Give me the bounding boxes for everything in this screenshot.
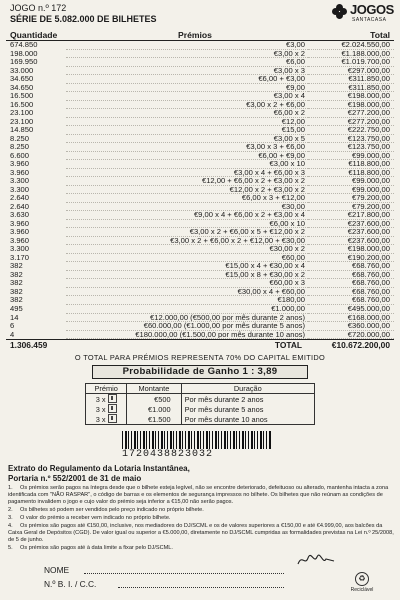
col-prizes: Prémios <box>178 30 212 40</box>
logo-name: JOGOS <box>350 2 394 17</box>
regulation-item <box>8 523 396 545</box>
table-row <box>6 288 394 297</box>
row-prize: €3,00 x 2 <box>66 50 308 59</box>
row-prize: €3,00 x 2 + €6,00 x 5 + €12,00 x 2 <box>66 228 308 237</box>
signature-mark <box>296 552 336 568</box>
row-total: €198.000,00 <box>308 245 394 254</box>
regulation-item <box>8 507 396 514</box>
annuity-table <box>85 383 315 425</box>
table-row <box>6 50 394 59</box>
annuity-premio-text: 3 x <box>95 395 106 405</box>
regulation-item-text: Os prémios são pagos até à data limite a fixar pelo DJ/SCML. <box>20 545 173 552</box>
regulation-item-number: 4. <box>8 522 13 529</box>
regulation-item-number: 2. <box>8 507 13 514</box>
row-quantity: 382 <box>10 295 23 305</box>
table-row <box>6 160 394 169</box>
row-total: €68.760,00 <box>308 296 394 305</box>
id-field[interactable] <box>44 579 96 589</box>
table-row <box>6 177 394 186</box>
annuity-montante: €1.500 <box>127 414 181 425</box>
row-total: €277.200,00 <box>308 118 394 127</box>
row-prize: €6,00 x 10 <box>66 220 308 229</box>
table-row <box>6 203 394 212</box>
row-total: €198.000,00 <box>308 101 394 110</box>
id-label: N.º B. I. / C.C. <box>44 579 97 589</box>
row-quantity: 34.650 <box>10 74 34 84</box>
annuity-premio <box>86 394 127 405</box>
row-prize: €3,00 x 2 + €6,00 <box>66 101 308 110</box>
annuity-col-premio: Prémio <box>86 384 127 394</box>
table-row <box>6 237 394 246</box>
prize-table-body <box>6 41 394 339</box>
annuity-col-duracao: Duração <box>181 384 314 394</box>
row-quantity: 34.650 <box>10 82 34 92</box>
row-quantity: 3.960 <box>10 218 30 228</box>
table-row <box>6 194 394 203</box>
row-prize: €180.000,00 (€1.500,00 por mês durante 10 anos) <box>66 331 308 340</box>
row-total: €237.600,00 <box>308 237 394 246</box>
id-input-line[interactable] <box>118 587 284 588</box>
prize-symbol-icon <box>108 414 117 423</box>
row-total: €360.000,00 <box>308 322 394 331</box>
row-total: €297.000,00 <box>308 67 394 76</box>
row-quantity: 674.850 <box>10 40 38 49</box>
row-prize: €6,00 + €3,00 <box>66 75 308 84</box>
row-prize: €30,00 <box>66 203 308 212</box>
row-prize: €3,00 x 10 <box>66 160 308 169</box>
row-total: €99.000,00 <box>308 177 394 186</box>
row-prize: €12,00 + €6,00 x 2 + €3,00 x 2 <box>66 177 308 186</box>
row-total: €237.600,00 <box>308 228 394 237</box>
row-total: €79.200,00 <box>308 203 394 212</box>
row-quantity: 4 <box>10 329 15 339</box>
recyclable-label: Reciclável <box>350 587 374 593</box>
row-total: €68.760,00 <box>308 271 394 280</box>
row-total: €99.000,00 <box>308 152 394 161</box>
row-total: €237.600,00 <box>308 220 394 229</box>
regulation-item-text: Os prémios são pagos até €150,00, inclusive, nos mediadores do DJ/SCML e os de valores superiores a €150,00 e até €4.999,00, aos balcões da Caixa Geral de Depósitos (CGD). De valor igual ou superior a €5.000,00, diretamente no DJ/SCML cumpridas as formalidades previstas na Lei n.º 25/2008, de 5 de junho. <box>8 522 394 544</box>
row-prize: €3,00 x 5 <box>66 135 308 144</box>
col-quantity: Quantidade <box>10 30 58 40</box>
prize-symbol-icon <box>108 404 117 413</box>
row-prize: €6,00 <box>66 58 308 67</box>
row-quantity: 382 <box>10 261 23 271</box>
row-prize: €3,00 x 3 <box>66 67 308 76</box>
row-quantity: 3.960 <box>10 159 30 169</box>
name-label: NOME <box>44 565 70 575</box>
probability-box: Probabilidade de Ganho 1 : 3,89 <box>92 365 308 379</box>
row-total: €168.000,00 <box>308 314 394 323</box>
row-quantity: 14.850 <box>10 125 34 135</box>
table-row <box>6 169 394 178</box>
row-quantity: 6 <box>10 321 15 331</box>
row-quantity: 23.100 <box>10 116 34 126</box>
row-total: €311.850,00 <box>308 84 394 93</box>
row-prize: €3,00 <box>66 41 308 50</box>
row-quantity: 33.000 <box>10 65 34 75</box>
row-quantity: 23.100 <box>10 108 34 118</box>
row-quantity: 382 <box>10 286 23 296</box>
row-prize: €15,00 <box>66 126 308 135</box>
regulation-item-number: 5. <box>8 545 13 552</box>
row-total: €495.000,00 <box>308 305 394 314</box>
annuity-premio <box>86 404 127 414</box>
table-row <box>6 75 394 84</box>
regulation-list <box>8 485 396 552</box>
row-quantity: 3.170 <box>10 252 30 262</box>
annuity-row <box>86 394 315 405</box>
annuity-duracao: Por mês durante 2 anos <box>181 394 314 405</box>
table-row <box>6 254 394 263</box>
total-value: €10.672.200,00 <box>331 340 390 351</box>
row-quantity: 16.500 <box>10 99 34 109</box>
row-prize: €3,00 x 3 + €6,00 <box>66 143 308 152</box>
row-quantity: 3.300 <box>10 184 30 194</box>
table-row <box>6 143 394 152</box>
regulation-item-number: 3. <box>8 515 13 522</box>
regulation-item-text: Os bilhetes só podem ser vendidos pelo preço indicado no próprio bilhete. <box>20 507 204 514</box>
row-total: €68.760,00 <box>308 262 394 271</box>
barcode-number: 1720438823032 <box>122 449 214 461</box>
table-row <box>6 41 394 50</box>
row-total: €1.188.000,00 <box>308 50 394 59</box>
annuity-duracao: Por mês durante 10 anos <box>181 414 314 425</box>
row-quantity: 382 <box>10 269 23 279</box>
row-total: €311.850,00 <box>308 75 394 84</box>
row-quantity: 3.960 <box>10 235 30 245</box>
regulation-title-line1: Extrato do Regulamento da Lotaria Instantânea, <box>8 464 190 474</box>
prize-table-header <box>6 30 394 41</box>
table-row <box>6 245 394 254</box>
row-total: €118.800,00 <box>308 160 394 169</box>
regulation-item <box>8 485 396 507</box>
table-row <box>6 211 394 220</box>
table-row <box>6 228 394 237</box>
table-row <box>6 279 394 288</box>
row-prize: €12.000,00 (€500,00 por mês durante 2 anos) <box>66 314 308 323</box>
name-input-line[interactable] <box>84 573 284 574</box>
row-prize: €60,00 <box>66 254 308 263</box>
table-row <box>6 126 394 135</box>
row-total: €99.000,00 <box>308 186 394 195</box>
row-quantity: 14 <box>10 312 19 322</box>
annuity-premio-text: 3 x <box>95 415 106 425</box>
table-row <box>6 262 394 271</box>
annuity-premio <box>86 414 127 425</box>
row-quantity: 3.300 <box>10 176 30 186</box>
row-prize: €12,00 x 2 + €3,00 x 2 <box>66 186 308 195</box>
row-prize: €6,00 + €9,00 <box>66 152 308 161</box>
annuity-premio-text: 3 x <box>95 405 106 415</box>
row-quantity: 382 <box>10 278 23 288</box>
annuity-duracao: Por mês durante 5 anos <box>181 404 314 414</box>
row-total: €118.800,00 <box>308 169 394 178</box>
row-total: €198.000,00 <box>308 92 394 101</box>
annuity-row <box>86 414 315 425</box>
row-quantity: 16.500 <box>10 91 34 101</box>
row-prize: €9,00 <box>66 84 308 93</box>
row-total: €68.760,00 <box>308 279 394 288</box>
ticket-header <box>4 0 396 30</box>
row-quantity: 2.640 <box>10 201 30 211</box>
row-quantity: 3.630 <box>10 210 30 220</box>
name-field[interactable] <box>44 565 69 575</box>
table-row <box>6 67 394 76</box>
row-prize: €1.000,00 <box>66 305 308 314</box>
row-total: €79.200,00 <box>308 194 394 203</box>
prize-share-note: O TOTAL PARA PRÉMIOS REPRESENTA 70% DO CAPITAL EMITIDO <box>74 353 326 363</box>
table-row <box>6 109 394 118</box>
game-number: JOGO n.º 172 <box>10 3 67 13</box>
jogos-santacasa-logo <box>332 2 394 28</box>
regulation-title-line2: Portaria n.º 552/2001 de 31 de maio <box>8 473 142 483</box>
row-total: €123.750,00 <box>308 143 394 152</box>
clover-icon <box>332 4 348 20</box>
annuity-row <box>86 404 315 414</box>
row-prize: €180,00 <box>66 296 308 305</box>
row-quantity: 3.300 <box>10 244 30 254</box>
annuity-montante: €1.000 <box>127 404 181 414</box>
table-row <box>6 220 394 229</box>
table-row <box>6 322 394 331</box>
annuity-table-header <box>86 384 315 394</box>
row-quantity: 3.960 <box>10 227 30 237</box>
row-prize: €6,00 x 3 + €12,00 <box>66 194 308 203</box>
table-row <box>6 305 394 314</box>
row-prize: €12,00 <box>66 118 308 127</box>
total-quantity: 1.306.459 <box>10 340 48 351</box>
row-prize: €30,00 x 4 + €60,00 <box>66 288 308 297</box>
row-prize: €6,00 x 2 <box>66 109 308 118</box>
table-row <box>6 331 394 340</box>
col-total: Total <box>370 30 390 40</box>
table-row <box>6 271 394 280</box>
row-total: €217.800,00 <box>308 211 394 220</box>
annuity-col-montante: Montante <box>127 384 181 394</box>
regulation-item-text: O valor do prémio a receber vem indicado no próprio bilhete. <box>20 515 171 522</box>
row-total: €2.024.550,00 <box>308 41 394 50</box>
row-total: €123.750,00 <box>308 135 394 144</box>
regulation-item <box>8 515 396 522</box>
row-prize: €3,00 x 4 + €6,00 x 3 <box>66 169 308 178</box>
prize-table-total-row <box>6 339 394 350</box>
row-quantity: 495 <box>10 303 23 313</box>
row-total: €277.200,00 <box>308 109 394 118</box>
row-prize: €60.000,00 (€1.000,00 por mês durante 5 anos) <box>66 322 308 331</box>
regulation-item <box>8 545 396 552</box>
row-total: €1.019.700,00 <box>308 58 394 67</box>
row-prize: €15,00 x 8 + €30,00 x 2 <box>66 271 308 280</box>
table-row <box>6 314 394 323</box>
row-prize: €9,00 x 4 + €6,00 x 2 + €3,00 x 4 <box>66 211 308 220</box>
row-total: €222.750,00 <box>308 126 394 135</box>
row-quantity: 3.960 <box>10 167 30 177</box>
table-row <box>6 58 394 67</box>
table-row <box>6 84 394 93</box>
row-prize: €3,00 x 2 + €6,00 x 2 + €12,00 + €30,00 <box>66 237 308 246</box>
table-row <box>6 135 394 144</box>
total-label: TOTAL <box>274 340 302 351</box>
row-prize: €15,00 x 4 + €30,00 x 4 <box>66 262 308 271</box>
table-row <box>6 186 394 195</box>
table-row <box>6 118 394 127</box>
row-prize: €60,00 x 3 <box>66 279 308 288</box>
recyclable-mark <box>348 572 376 593</box>
table-row <box>6 152 394 161</box>
series-label: SÉRIE DE 5.082.000 DE BILHETES <box>10 14 157 24</box>
prize-symbol-icon <box>108 394 117 403</box>
table-row <box>6 296 394 305</box>
row-quantity: 169.950 <box>10 57 38 67</box>
row-prize: €3,00 x 4 <box>66 92 308 101</box>
row-total: €720.000,00 <box>308 331 394 340</box>
row-quantity: 6.600 <box>10 150 30 160</box>
table-row <box>6 92 394 101</box>
row-quantity: 2.640 <box>10 193 30 203</box>
table-row <box>6 101 394 110</box>
row-prize: €30,00 x 2 <box>66 245 308 254</box>
row-total: €68.760,00 <box>308 288 394 297</box>
regulation-item-number: 1. <box>8 485 13 492</box>
barcode <box>122 431 272 449</box>
row-quantity: 8.250 <box>10 133 30 143</box>
regulation-item-text: Os prémios serão pagos na íntegra desde que o bilhete esteja legível, não se encontre deteriorado, defeituoso ou alterado, mantenha intacta a zona identificada com "NÃO RASPAR", o código de barras e os elementos de segurança impressos no bilhete. Os bilhetes que não reúnam as condições de pagamento invalidem o jogo e cujo valor do prémio seja inferior a €15,00 não serão pagos. <box>8 485 389 506</box>
row-quantity: 198.000 <box>10 48 38 58</box>
row-total: €190.200,00 <box>308 254 394 263</box>
logo-subtitle: SANTACASA <box>352 17 387 23</box>
annuity-montante: €500 <box>127 394 181 405</box>
regulation-title <box>8 464 396 483</box>
row-quantity: 8.250 <box>10 142 30 152</box>
recycle-icon: ♻ <box>355 572 369 586</box>
